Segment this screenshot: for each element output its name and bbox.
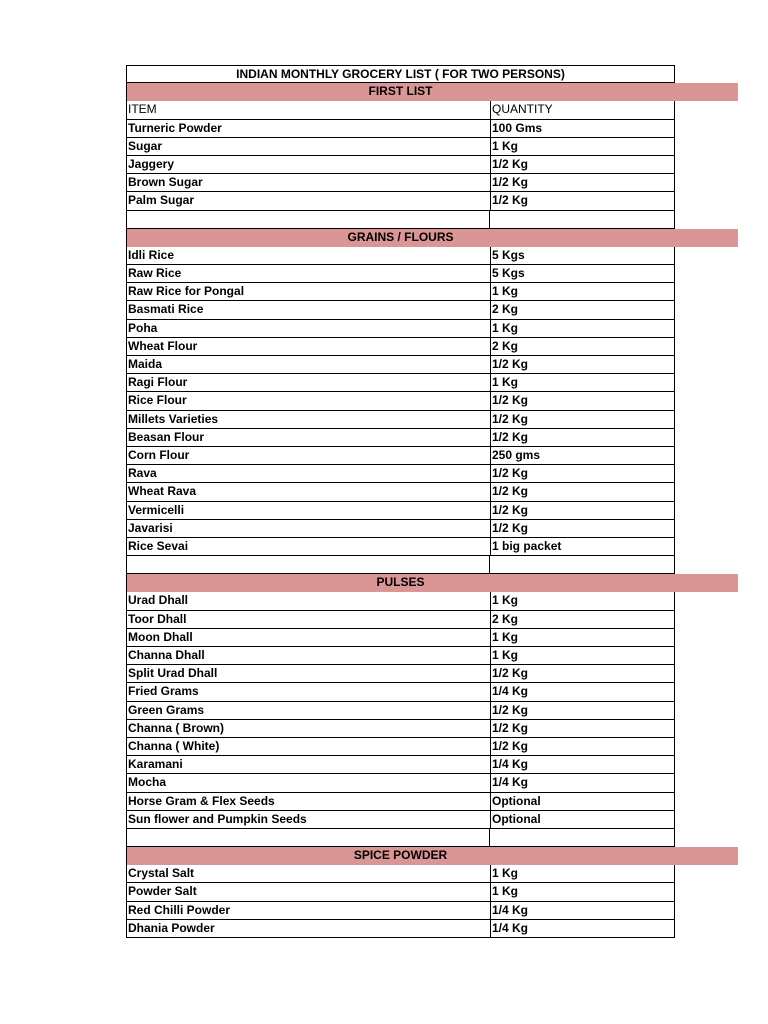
item-quantity: 1 Kg <box>490 283 674 300</box>
item-name: Karamani <box>128 757 183 772</box>
section-title: PULSES <box>376 575 425 590</box>
section-header <box>126 229 675 247</box>
item-quantity: 2 Kg <box>490 611 674 628</box>
item-quantity: 1/2 Kg <box>490 665 674 682</box>
item-quantity: 1 Kg <box>490 865 674 882</box>
item-quantity: 1 Kg <box>490 592 674 609</box>
item-name: Powder Salt <box>128 884 197 899</box>
item-quantity: 1/4 Kg <box>490 902 674 919</box>
table-body <box>126 83 675 938</box>
item-name: Vermicelli <box>128 502 185 517</box>
item-quantity: 1 Kg <box>490 647 674 664</box>
item-name: Green Grams <box>128 702 205 717</box>
table-row <box>126 756 675 774</box>
table-row <box>126 156 675 174</box>
item-quantity: Optional <box>490 811 674 828</box>
table-row <box>126 411 675 429</box>
item-name: Sugar <box>128 138 163 153</box>
table-row <box>126 520 675 538</box>
item-quantity: Optional <box>490 793 674 810</box>
item-quantity: 1 Kg <box>490 374 674 391</box>
table-row <box>126 338 675 356</box>
table-row <box>126 301 675 319</box>
item-quantity: 1/4 Kg <box>490 756 674 773</box>
blank-row <box>126 556 675 574</box>
item-name: Beasan Flour <box>128 429 205 444</box>
item-quantity: 250 gms <box>490 447 674 464</box>
item-name: Turneric Powder <box>128 120 222 135</box>
table-row <box>126 502 675 520</box>
item-name: Channa ( White) <box>128 738 220 753</box>
table-row <box>126 192 675 210</box>
item-quantity: 1/2 Kg <box>490 483 674 500</box>
table-row <box>126 120 675 138</box>
table-row <box>126 374 675 392</box>
item-quantity: 1/2 Kg <box>490 429 674 446</box>
item-quantity: 1/2 Kg <box>490 356 674 373</box>
column-header-quantity: QUANTITY <box>490 101 674 118</box>
section-title: SPICE POWDER <box>353 848 448 863</box>
table-row <box>126 447 675 465</box>
column-divider <box>489 829 490 846</box>
item-name: Millets Varieties <box>128 411 219 426</box>
column-divider <box>489 556 490 573</box>
item-name: Basmati Rice <box>128 302 204 317</box>
table-row <box>126 883 675 901</box>
item-name: Urad Dhall <box>128 593 189 608</box>
item-quantity: 1/4 Kg <box>490 683 674 700</box>
item-name: Raw Rice for Pongal <box>128 284 245 299</box>
table-row <box>126 320 675 338</box>
item-name: Palm Sugar <box>128 193 195 208</box>
table-row <box>126 392 675 410</box>
item-name: Poha <box>128 320 158 335</box>
item-name: Crystal Salt <box>128 866 195 881</box>
table-row <box>126 138 675 156</box>
item-name: Channa ( Brown) <box>128 720 224 735</box>
item-name: Rava <box>128 466 157 481</box>
table-row <box>126 356 675 374</box>
table-row <box>126 738 675 756</box>
table-row <box>126 683 675 701</box>
item-name: Javarisi <box>128 520 173 535</box>
table-row <box>126 611 675 629</box>
table-row <box>126 902 675 920</box>
item-quantity: 1/2 Kg <box>490 465 674 482</box>
blank-row <box>126 829 675 847</box>
item-name: Red Chilli Powder <box>128 902 231 917</box>
table-row <box>126 720 675 738</box>
table-row <box>126 647 675 665</box>
item-name: Moon Dhall <box>128 629 193 644</box>
table-row <box>126 665 675 683</box>
item-quantity: 1/2 Kg <box>490 411 674 428</box>
table-row <box>126 538 675 556</box>
item-name: Fried Grams <box>128 684 199 699</box>
item-quantity: 1 Kg <box>490 138 674 155</box>
section-title: FIRST LIST <box>368 84 433 99</box>
section-title: GRAINS / FLOURS <box>347 229 454 244</box>
item-name: Idli Rice <box>128 247 175 262</box>
table-row <box>126 465 675 483</box>
table-row <box>126 865 675 883</box>
section-header <box>126 83 675 101</box>
item-name: Rice Sevai <box>128 538 189 553</box>
item-name: Wheat Flour <box>128 338 198 353</box>
item-quantity: 1/2 Kg <box>490 156 674 173</box>
item-quantity: 1 Kg <box>490 320 674 337</box>
section-header <box>126 847 675 865</box>
item-quantity: 1 big packet <box>490 538 674 555</box>
table-row <box>126 283 675 301</box>
item-quantity: 5 Kgs <box>490 265 674 282</box>
table-row <box>126 483 675 501</box>
item-name: Jaggery <box>128 156 175 171</box>
item-name: Rice Flour <box>128 393 187 408</box>
item-name: Split Urad Dhall <box>128 666 218 681</box>
item-name: Corn Flour <box>128 447 190 462</box>
table-row <box>126 793 675 811</box>
item-quantity: 1/2 Kg <box>490 738 674 755</box>
item-name: Ragi Flour <box>128 375 188 390</box>
table-row <box>126 629 675 647</box>
column-header-item: ITEM <box>128 102 157 117</box>
table-row <box>126 592 675 610</box>
item-name: Horse Gram & Flex Seeds <box>128 793 275 808</box>
item-quantity: 1/2 Kg <box>490 502 674 519</box>
section-header <box>126 574 675 592</box>
item-name: Brown Sugar <box>128 175 203 190</box>
table-row <box>126 429 675 447</box>
item-name: Raw Rice <box>128 266 182 281</box>
item-name: Channa Dhall <box>128 648 205 662</box>
table-row <box>126 702 675 720</box>
table-row <box>126 174 675 192</box>
item-quantity: 1/2 Kg <box>490 174 674 191</box>
sheet-title: INDIAN MONTHLY GROCERY LIST ( FOR TWO PERSONS) <box>126 65 675 83</box>
table-row <box>126 247 675 265</box>
item-name: Dhania Powder <box>128 920 215 935</box>
item-quantity: 1/4 Kg <box>490 774 674 791</box>
item-quantity: 1/2 Kg <box>490 192 674 209</box>
item-name: Maida <box>128 357 163 371</box>
item-quantity: 1/2 Kg <box>490 720 674 737</box>
item-quantity: 2 Kg <box>490 301 674 318</box>
column-divider <box>489 211 490 228</box>
item-quantity: 1/2 Kg <box>490 702 674 719</box>
item-quantity: 1 Kg <box>490 883 674 900</box>
item-quantity: 2 Kg <box>490 338 674 355</box>
item-quantity: 1 Kg <box>490 629 674 646</box>
item-quantity: 5 Kgs <box>490 247 674 264</box>
item-name: Mocha <box>128 775 167 790</box>
grocery-list-table <box>126 65 675 938</box>
column-header-row <box>126 101 675 119</box>
table-row <box>126 811 675 829</box>
table-row <box>126 920 675 938</box>
table-row <box>126 265 675 283</box>
item-name: Toor Dhall <box>128 611 187 626</box>
item-quantity: 1/2 Kg <box>490 520 674 537</box>
item-quantity: 100 Gms <box>490 120 674 137</box>
table-row <box>126 774 675 792</box>
item-quantity: 1/2 Kg <box>490 392 674 409</box>
item-name: Sun flower and Pumpkin Seeds <box>128 811 307 826</box>
item-quantity: 1/4 Kg <box>490 920 674 937</box>
blank-row <box>126 211 675 229</box>
item-name: Wheat Rava <box>128 484 197 499</box>
